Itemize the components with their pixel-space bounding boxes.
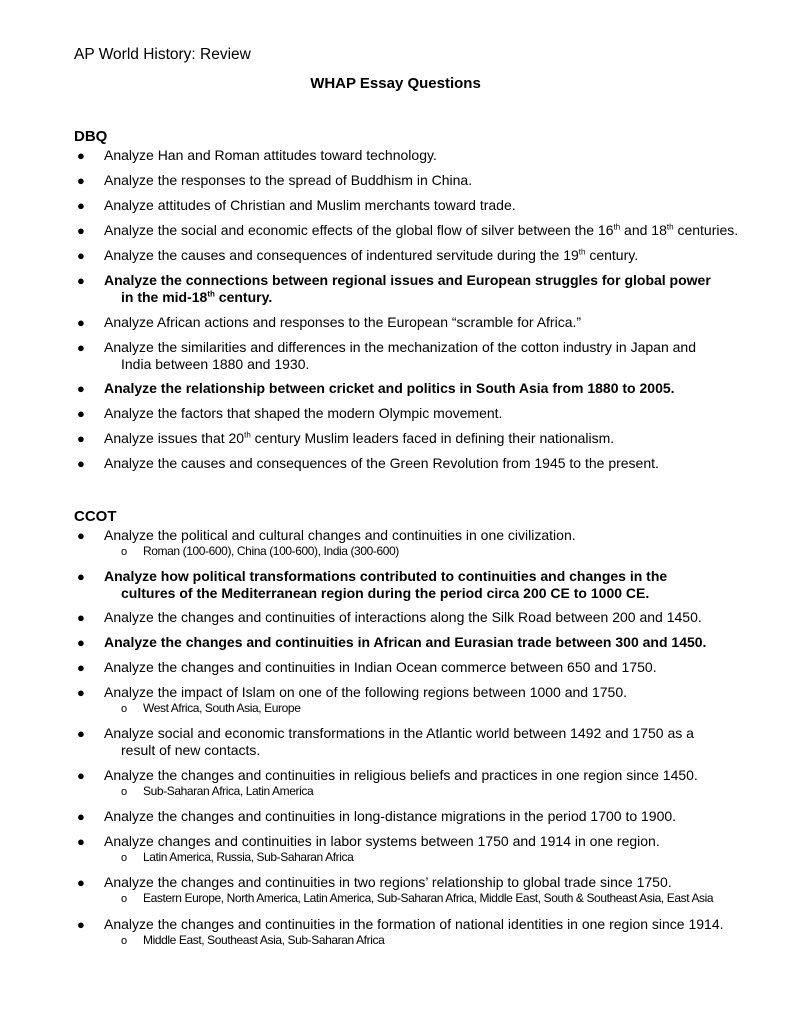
bullet-icon: ● <box>77 660 85 675</box>
dbq-heading: DBQ <box>74 128 108 145</box>
region-options-text: Eastern Europe, North America, Latin America, Sub-Saharan Africa, Middle East, South & Southeast Asia, East Asia <box>143 891 714 905</box>
question-text: Analyze how political transformations contributed to continuities and changes in the <box>104 568 668 584</box>
ccot-heading: CCOT <box>74 508 117 525</box>
region-options <box>121 543 399 561</box>
bullet-icon: ● <box>77 198 85 213</box>
question-text: Analyze the changes and continuities in long-distance migrations in the period 1700 to 1900. <box>104 808 677 824</box>
question-text: Analyze the impact of Islam on one of the following regions between 1000 and 1750. <box>104 684 628 700</box>
question-text-continued: in the mid-18th century. <box>121 289 273 305</box>
region-options <box>121 890 713 908</box>
question-text: Analyze Han and Roman attitudes toward technology. <box>104 147 437 163</box>
bullet-icon: ● <box>77 610 85 625</box>
bullet-icon: ● <box>77 685 85 700</box>
question-text: Analyze social and economic transformations in the Atlantic world between 1492 and 1750 as a <box>104 725 694 741</box>
question-text-continued: cultures of the Mediterranean region during the period circa 200 CE to 1000 CE. <box>121 585 650 601</box>
question-text: Analyze the changes and continuities in African and Eurasian trade between 300 and 1450. <box>104 634 707 650</box>
bullet-icon: ● <box>77 456 85 471</box>
region-options-text: Roman (100-600), China (100-600), India (300-600) <box>143 544 399 558</box>
bullet-icon: ● <box>77 834 85 849</box>
question-text: Analyze changes and continuities in labor systems between 1750 and 1914 in one region. <box>104 833 660 849</box>
bullet-icon: ● <box>77 768 85 783</box>
region-options <box>121 700 300 718</box>
region-options-text: West Africa, South Asia, Europe <box>143 701 301 715</box>
question-text: Analyze the changes and continuities in Indian Ocean commerce between 650 and 1750. <box>104 659 657 675</box>
sub-bullet-icon: o <box>121 893 127 905</box>
bullet-icon: ● <box>77 340 85 355</box>
question-text: Analyze the similarities and differences in the mechanization of the cotton industry in Japan and <box>104 339 696 355</box>
question-text: Analyze the responses to the spread of Buddhism in China. <box>104 172 473 188</box>
question-text: Analyze the factors that shaped the modern Olympic movement. <box>104 405 503 421</box>
question-text: Analyze the connections between regional issues and European struggles for global power <box>104 272 711 288</box>
bullet-icon: ● <box>77 875 85 890</box>
question-text-continued: India between 1880 and 1930. <box>121 356 310 372</box>
question-text: Analyze the causes and consequences of indentured servitude during the 19th century. <box>104 247 639 263</box>
bullet-icon: ● <box>77 726 85 741</box>
question-text: Analyze the causes and consequences of the Green Revolution from 1945 to the present. <box>104 455 659 471</box>
bullet-icon: ● <box>77 569 85 584</box>
question-text: Analyze the relationship between cricket and politics in South Asia from 1880 to 2005. <box>104 380 675 396</box>
bullet-icon: ● <box>77 223 85 238</box>
sub-bullet-icon: o <box>121 703 127 715</box>
sub-bullet-icon: o <box>121 852 127 864</box>
sub-bullet-icon: o <box>121 935 127 947</box>
region-options <box>121 783 313 801</box>
bullet-icon: ● <box>77 431 85 446</box>
question-text: Analyze attitudes of Christian and Muslim merchants toward trade. <box>104 197 516 213</box>
question-text: Analyze the changes and continuities in religious beliefs and practices in one region since 1450. <box>104 767 698 783</box>
course-header: AP World History: Review <box>74 46 251 63</box>
bullet-icon: ● <box>77 917 85 932</box>
question-text: Analyze the changes and continuities of interactions along the Silk Road between 200 and 1450. <box>104 609 702 625</box>
region-options <box>121 849 353 867</box>
sub-bullet-icon: o <box>121 786 127 798</box>
bullet-icon: ● <box>77 635 85 650</box>
bullet-icon: ● <box>77 148 85 163</box>
bullet-icon: ● <box>77 248 85 263</box>
question-text: Analyze issues that 20th century Muslim leaders faced in defining their nationalism. <box>104 430 615 446</box>
bullet-icon: ● <box>77 406 85 421</box>
question-text: Analyze the changes and continuities in two regions’ relationship to global trade since 1750. <box>104 874 672 890</box>
bullet-icon: ● <box>77 315 85 330</box>
bullet-icon: ● <box>77 809 85 824</box>
sub-bullet-icon: o <box>121 546 127 558</box>
bullet-icon: ● <box>77 173 85 188</box>
page-title: WHAP Essay Questions <box>310 75 481 92</box>
region-options <box>121 932 384 950</box>
bullet-icon: ● <box>77 381 85 396</box>
question-text: Analyze the social and economic effects of the global flow of silver between the 16th and 18th centuries. <box>104 222 739 238</box>
question-text: Analyze the changes and continuities in the formation of national identities in one region since 1914. <box>104 916 724 932</box>
question-text-continued: result of new contacts. <box>121 742 261 758</box>
bullet-icon: ● <box>77 528 85 543</box>
question-text: Analyze African actions and responses to the European “scramble for Africa.” <box>104 314 582 330</box>
region-options-text: Latin America, Russia, Sub-Saharan Africa <box>143 850 354 864</box>
region-options-text: Middle East, Southeast Asia, Sub-Saharan Africa <box>143 933 385 947</box>
region-options-text: Sub-Saharan Africa, Latin America <box>143 784 314 798</box>
bullet-icon: ● <box>77 273 85 288</box>
question-text: Analyze the political and cultural changes and continuities in one civilization. <box>104 527 576 543</box>
